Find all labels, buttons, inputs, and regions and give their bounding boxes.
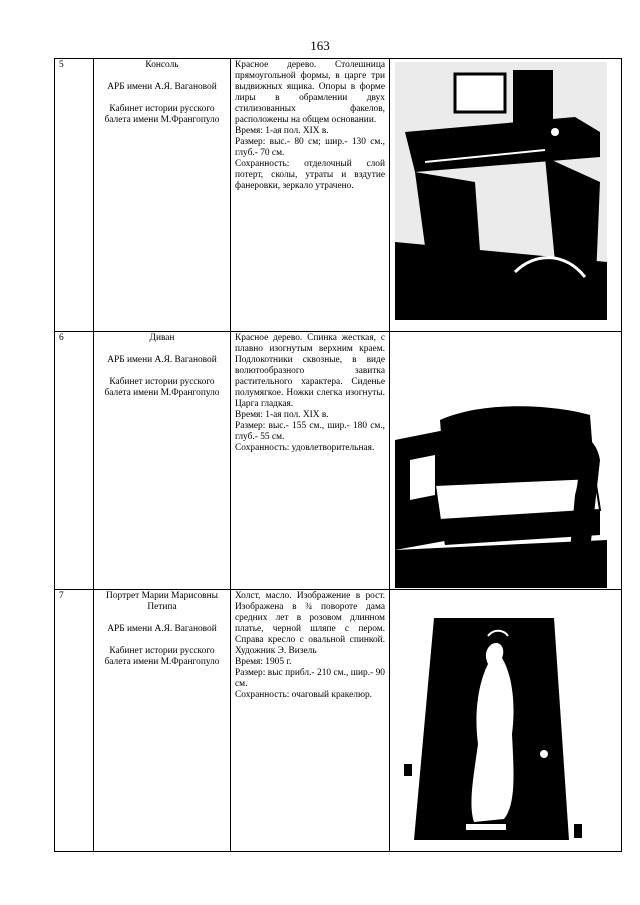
- item-condition: Сохранность: удовлетворительная.: [235, 443, 375, 453]
- item-period: Время: 1-ая пол. XIX в.: [235, 410, 329, 420]
- item-title: Диван: [149, 333, 175, 343]
- item-description: Холст, масло. Изображение в рост. Изображена в ¾ повороте дама средних лет в розовом длинном платье, черной шляпе с пером. Справа кресло с овальной спинкой. Художник Э. Визель: [235, 591, 385, 656]
- table-row: [55, 590, 622, 852]
- sofa-photo: [395, 400, 607, 588]
- item-owner: АРБ имени А.Я. Вагановой: [107, 624, 217, 634]
- console-photo: [395, 62, 607, 320]
- inventory-table: [54, 58, 622, 852]
- portrait-photo: [404, 614, 584, 846]
- item-photo-cell: [390, 590, 622, 852]
- item-title: Консоль: [145, 60, 179, 70]
- item-description-cell: [231, 590, 390, 852]
- item-period: Время: 1905 г.: [235, 657, 292, 667]
- item-description: Красное дерево. Столешница прямоугольной формы, в царге три выдвижных ящика. Опоры в форме лиры в обрамлении двух стилизованных факелов, расположены на общем основании.: [235, 60, 385, 125]
- item-title: Портрет Марии Марисовны Петипа: [106, 591, 218, 612]
- item-description: Красное дерево. Спинка жесткая, с плавно изогнутым верхним краем. Подлокотники сквозные, в виде волютообразного завитка растительного характера. Сиденье полумягкое. Ножки слегка изогнуты. Царга гладкая.: [235, 333, 385, 409]
- item-condition: Сохранность: очаговый кракелюр.: [235, 690, 372, 700]
- page-number: 163: [310, 38, 330, 53]
- item-owner: АРБ имени А.Я. Вагановой: [107, 355, 217, 365]
- item-description-cell: [231, 332, 390, 590]
- item-number: 5: [55, 59, 94, 332]
- item-number: 6: [55, 332, 94, 590]
- item-name-cell: [94, 590, 231, 852]
- item-number: 7: [55, 590, 94, 852]
- item-size: Размер: выс прибл.- 210 см., шир.- 90 см.: [235, 668, 385, 689]
- item-size: Размер: выс.- 155 см., шир.- 180 см., глуб.- 55 см.: [235, 421, 385, 442]
- item-photo-cell: [390, 59, 622, 332]
- item-condition: Сохранность: отделочный слой потерт, сколы, утраты и вздутие фанеровки, зеркало утрачено.: [235, 159, 385, 191]
- item-photo-cell: [390, 332, 622, 590]
- table-row: [55, 59, 622, 332]
- item-description-cell: [231, 59, 390, 332]
- item-size: Размер: выс.- 80 см; шир.- 130 см., глуб.- 70 см.: [235, 137, 385, 158]
- item-owner: АРБ имени А.Я. Вагановой: [107, 82, 217, 92]
- item-period: Время: 1-ая пол. XIX в.: [235, 126, 329, 136]
- item-location: Кабинет истории русского балета имени М.Франгопуло: [104, 646, 220, 667]
- item-location: Кабинет истории русского балета имени М.Франгопуло: [104, 377, 220, 398]
- item-name-cell: [94, 332, 231, 590]
- item-name-cell: [94, 59, 231, 332]
- item-location: Кабинет истории русского балета имени М.Франгопуло: [104, 104, 220, 125]
- table-row: [55, 332, 622, 590]
